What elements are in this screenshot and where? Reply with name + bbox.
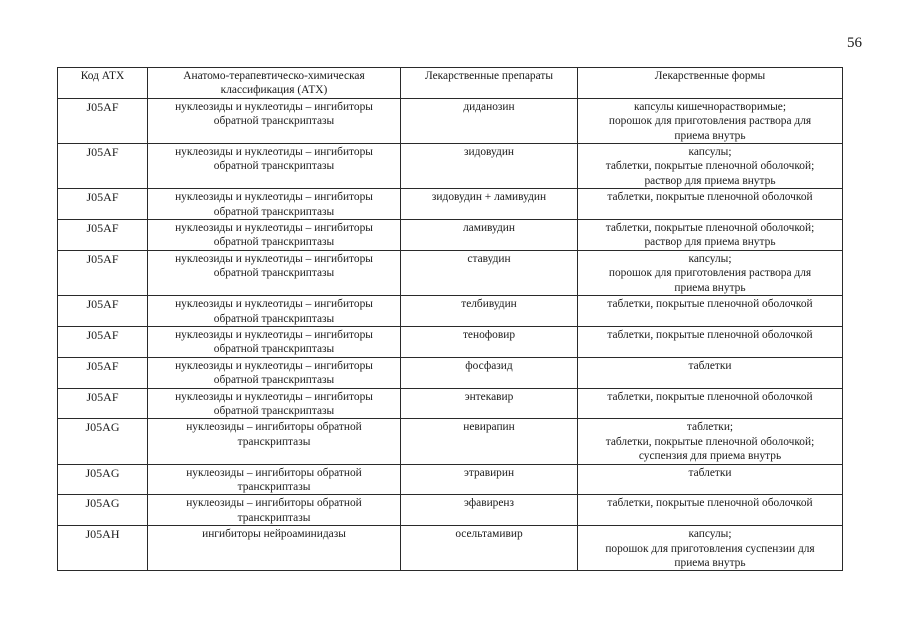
cell-code: J05AG	[58, 419, 148, 464]
cell-forms: капсулы; порошок для приготовления суспензии для приема внутрь	[578, 526, 843, 571]
table-row	[58, 98, 843, 143]
cell-drug: телбивудин	[401, 296, 578, 327]
cell-forms: таблетки, покрытые пленочной оболочкой; раствор для приема внутрь	[578, 220, 843, 251]
cell-drug: ставудин	[401, 250, 578, 295]
cell-classification: нуклеозиды и нуклеотиды – ингибиторы обратной транскриптазы	[148, 388, 401, 419]
cell-code: J05AF	[58, 357, 148, 388]
cell-drug: зидовудин + ламивудин	[401, 189, 578, 220]
cell-classification: нуклеозиды и нуклеотиды – ингибиторы обратной транскриптазы	[148, 296, 401, 327]
cell-code: J05AF	[58, 250, 148, 295]
cell-classification: нуклеозиды и нуклеотиды – ингибиторы обратной транскриптазы	[148, 189, 401, 220]
cell-forms: таблетки, покрытые пленочной оболочкой	[578, 326, 843, 357]
table-row	[58, 464, 843, 495]
table-row	[58, 357, 843, 388]
table-row	[58, 189, 843, 220]
cell-classification: нуклеозиды – ингибиторы обратной транскриптазы	[148, 419, 401, 464]
cell-forms: таблетки, покрытые пленочной оболочкой	[578, 296, 843, 327]
table-row	[58, 220, 843, 251]
cell-classification: нуклеозиды и нуклеотиды – ингибиторы обратной транскриптазы	[148, 98, 401, 143]
cell-classification: нуклеозиды и нуклеотиды – ингибиторы обратной транскриптазы	[148, 357, 401, 388]
cell-drug: диданозин	[401, 98, 578, 143]
cell-drug: зидовудин	[401, 144, 578, 189]
cell-forms: таблетки	[578, 464, 843, 495]
cell-forms: капсулы; таблетки, покрытые пленочной оболочкой; раствор для приема внутрь	[578, 144, 843, 189]
cell-drug: энтекавир	[401, 388, 578, 419]
cell-forms: таблетки	[578, 357, 843, 388]
header-forms: Лекарственные формы	[578, 68, 843, 99]
cell-drug: тенофовир	[401, 326, 578, 357]
cell-drug: этравирин	[401, 464, 578, 495]
cell-drug: невирапин	[401, 419, 578, 464]
cell-code: J05AF	[58, 98, 148, 143]
cell-drug: фосфазид	[401, 357, 578, 388]
cell-classification: нуклеозиды и нуклеотиды – ингибиторы обратной транскриптазы	[148, 220, 401, 251]
cell-forms: таблетки; таблетки, покрытые пленочной оболочкой; суспензия для приема внутрь	[578, 419, 843, 464]
atx-drug-table	[57, 67, 843, 571]
cell-forms: таблетки, покрытые пленочной оболочкой	[578, 495, 843, 526]
page-number: 56	[847, 35, 862, 51]
table-row	[58, 419, 843, 464]
header-classification: Анатомо-терапевтическо-химическая классификация (АТХ)	[148, 68, 401, 99]
cell-code: J05AF	[58, 388, 148, 419]
table-row	[58, 526, 843, 571]
cell-code: J05AH	[58, 526, 148, 571]
table-row	[58, 250, 843, 295]
cell-code: J05AF	[58, 220, 148, 251]
table-row	[58, 388, 843, 419]
table-row	[58, 144, 843, 189]
cell-classification: нуклеозиды и нуклеотиды – ингибиторы обратной транскриптазы	[148, 250, 401, 295]
cell-code: J05AG	[58, 464, 148, 495]
cell-forms: капсулы; порошок для приготовления раствора для приема внутрь	[578, 250, 843, 295]
cell-drug: эфавиренз	[401, 495, 578, 526]
table-row	[58, 495, 843, 526]
header-code: Код АТХ	[58, 68, 148, 99]
cell-code: J05AF	[58, 326, 148, 357]
header-drugs: Лекарственные препараты	[401, 68, 578, 99]
cell-classification: ингибиторы нейроаминидазы	[148, 526, 401, 571]
table-row	[58, 296, 843, 327]
cell-classification: нуклеозиды и нуклеотиды – ингибиторы обратной транскриптазы	[148, 326, 401, 357]
cell-classification: нуклеозиды – ингибиторы обратной транскриптазы	[148, 464, 401, 495]
cell-code: J05AF	[58, 144, 148, 189]
cell-code: J05AF	[58, 296, 148, 327]
cell-forms: таблетки, покрытые пленочной оболочкой	[578, 189, 843, 220]
table-header-row	[58, 68, 843, 99]
cell-drug: ламивудин	[401, 220, 578, 251]
cell-code: J05AF	[58, 189, 148, 220]
cell-classification: нуклеозиды и нуклеотиды – ингибиторы обратной транскриптазы	[148, 144, 401, 189]
cell-drug: осельтамивир	[401, 526, 578, 571]
cell-code: J05AG	[58, 495, 148, 526]
cell-classification: нуклеозиды – ингибиторы обратной транскриптазы	[148, 495, 401, 526]
table-row	[58, 326, 843, 357]
cell-forms: таблетки, покрытые пленочной оболочкой	[578, 388, 843, 419]
cell-forms: капсулы кишечнорастворимые; порошок для приготовления раствора для приема внутрь	[578, 98, 843, 143]
